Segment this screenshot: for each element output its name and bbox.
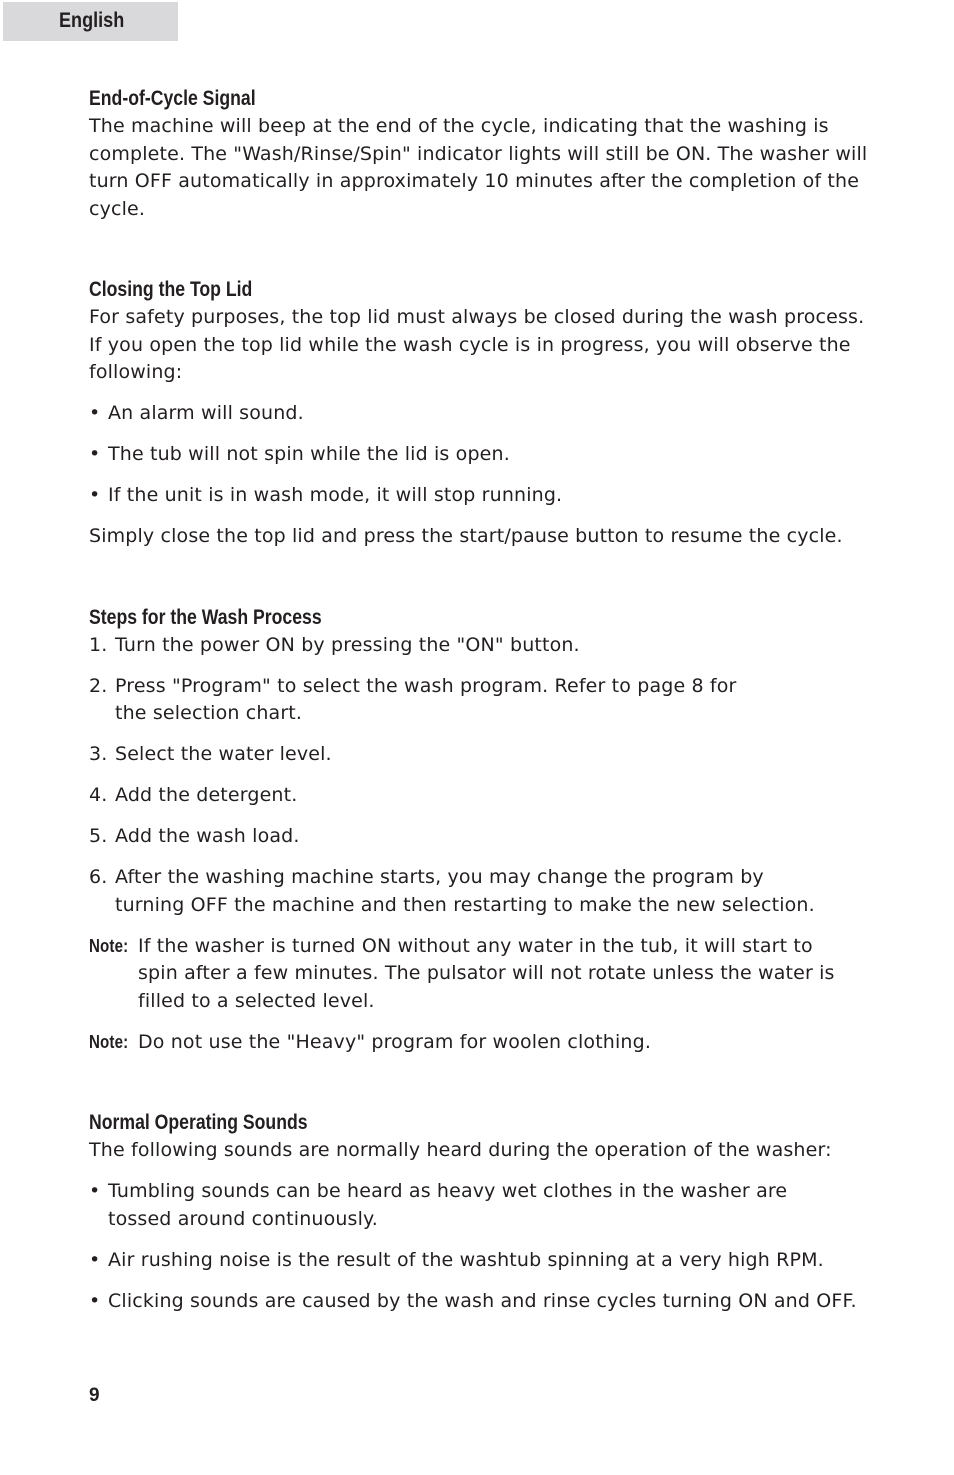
note-label: Note: <box>89 1031 129 1052</box>
list-item-text: If the unit is in wash mode, it will stop running. <box>108 484 563 506</box>
language-tab-label: English <box>59 9 125 32</box>
language-tab <box>3 2 178 41</box>
list-item <box>89 441 879 469</box>
list-item-text: The tub will not spin while the lid is open. <box>108 443 510 465</box>
section-end-of-cycle <box>89 85 879 223</box>
step-text: Press "Program" to select the wash program. Refer to page 8 for the selection chart. <box>115 674 737 724</box>
list-item <box>89 1247 879 1275</box>
paragraph: The machine will beep at the end of the cycle, indicating that the washing is complete. The "Wash/Rinse/Spin" indicator lights will still be ON. The washer will turn OFF automatically in approximately 10 minutes after the completion of the cycle. <box>89 115 868 220</box>
section-title: Normal Operating Sounds <box>89 1111 308 1134</box>
step-number: 2. <box>89 674 108 697</box>
step-item <box>89 823 879 851</box>
list-item-text: Clicking sounds are caused by the wash and rinse cycles turning ON and OFF. <box>108 1289 857 1312</box>
step-item <box>89 864 879 919</box>
step-text: Select the water level. <box>115 743 332 765</box>
note-label: Note: <box>89 935 129 956</box>
list-item-text: Tumbling sounds can be heard as heavy wet clothes in the washer are tossed around continuously. <box>108 1180 788 1230</box>
step-text: After the washing machine starts, you may change the program by turning OFF the machine and then restarting to make the new selection. <box>115 866 815 916</box>
bullet-glyph: • <box>89 1180 101 1202</box>
bullet-glyph: • <box>89 1289 101 1312</box>
note-text: Do not use the "Heavy" program for woolen clothing. <box>138 1030 652 1053</box>
step-item <box>89 782 879 810</box>
section-operating-sounds <box>89 1109 879 1315</box>
step-text: Add the detergent. <box>115 784 298 806</box>
list-item <box>89 1178 879 1233</box>
bullet-glyph: • <box>89 1248 101 1271</box>
section-closing-lid <box>89 276 879 551</box>
step-number: 4. <box>89 784 108 806</box>
section-title: End-of-Cycle Signal <box>89 87 256 110</box>
section-title: Closing the Top Lid <box>89 278 253 301</box>
step-text: Turn the power ON by pressing the "ON" button. <box>115 633 580 656</box>
note-text: If the washer is turned ON without any water in the tub, it will start to spin after a few minutes. The pulsator will not rotate unless the water is filled to a selected level. <box>138 934 835 1012</box>
page-content <box>89 85 879 1315</box>
section-wash-steps <box>89 604 879 1057</box>
step-number: 1. <box>89 633 108 656</box>
list-item-text: An alarm will sound. <box>108 402 304 424</box>
page-number: 9 <box>89 1385 100 1406</box>
step-item <box>89 632 879 660</box>
step-item <box>89 741 879 769</box>
list-item <box>89 482 879 510</box>
paragraph: The following sounds are normally heard during the operation of the washer: <box>89 1139 832 1161</box>
step-number: 3. <box>89 743 108 765</box>
step-number: 5. <box>89 825 108 847</box>
bullet-glyph: • <box>89 402 101 424</box>
list-item-text: Air rushing noise is the result of the washtub spinning at a very high RPM. <box>108 1248 824 1271</box>
note <box>89 933 879 1016</box>
bullet-glyph: • <box>89 443 101 465</box>
list-item <box>89 1288 879 1316</box>
step-text: Add the wash load. <box>115 825 300 847</box>
step-number: 6. <box>89 866 108 888</box>
note <box>89 1029 879 1057</box>
bullet-glyph: • <box>89 484 101 506</box>
paragraph: For safety purposes, the top lid must always be closed during the wash process. If you open the top lid while the wash cycle is in progress, you will observe the following: <box>89 306 865 383</box>
step-item <box>89 673 879 728</box>
list-item <box>89 400 879 428</box>
section-title: Steps for the Wash Process <box>89 605 322 629</box>
paragraph: Simply close the top lid and press the start/pause button to resume the cycle. <box>89 525 843 547</box>
